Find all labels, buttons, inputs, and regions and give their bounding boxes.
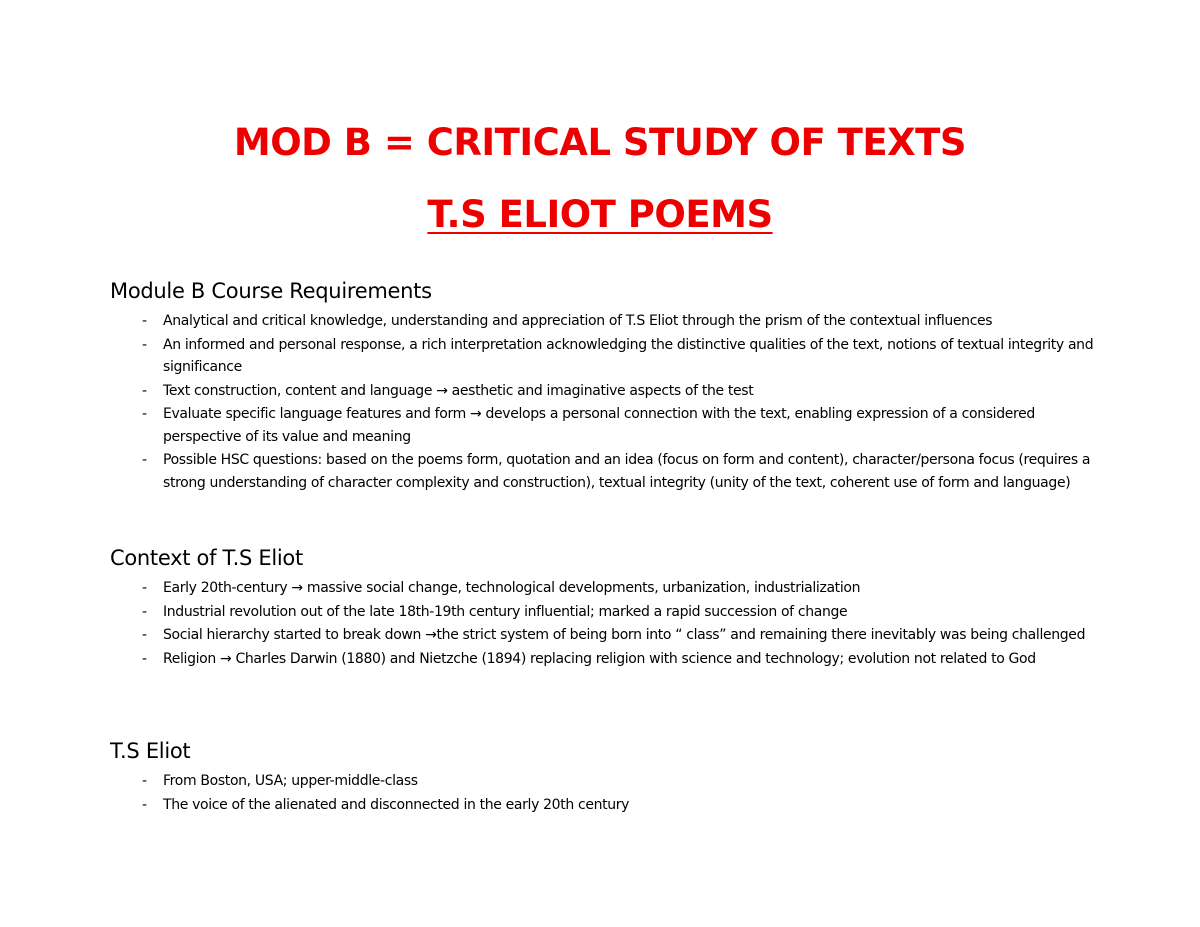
document-title: MOD B = CRITICAL STUDY OF TEXTS	[233, 121, 967, 164]
list-item: - Religion → Charles Darwin (1880) and Nietzche (1894) replacing religion with science and technology; evolution not related to God	[110, 648, 1110, 671]
heading-context: Context of T.S Eliot	[110, 546, 303, 570]
list-item: - Possible HSC questions: based on the poems form, quotation and an idea (focus on form and content), character/persona focus (requires a strong understanding of character complexity and construction), textual integrity (unity of the text, coherent use of form and language)	[110, 449, 1110, 494]
list-item: - Text construction, content and language → aesthetic and imaginative aspects of the test	[110, 380, 1110, 403]
bullet-dash: -	[142, 650, 147, 667]
list-item: - Industrial revolution out of the late 18th-19th century influential; marked a rapid succession of change	[110, 601, 1110, 624]
bullet-dash: -	[142, 382, 147, 399]
bullet-dash: -	[142, 603, 147, 620]
bullet-dash: -	[142, 773, 147, 789]
list-item: - From Boston, USA; upper-middle-class	[110, 770, 1110, 793]
context-list	[110, 577, 1110, 671]
heading-ts-eliot: T.S Eliot	[110, 739, 191, 763]
list-item: - The voice of the alienated and disconnected in the early 20th century	[110, 794, 1110, 817]
bullet-dash: -	[142, 796, 147, 813]
bullet-dash: -	[142, 452, 147, 468]
bullet-dash: -	[142, 627, 147, 643]
requirements-list	[110, 310, 1110, 495]
list-item: - Early 20th-century → massive social change, technological developments, urbanization, industrialization	[110, 577, 1110, 600]
eliot-list	[110, 770, 1110, 817]
bullet-dash: -	[142, 580, 147, 596]
bullet-dash: -	[142, 406, 147, 422]
list-item: - Social hierarchy started to break down →the strict system of being born into “ class” and remaining there inevitably was being challenged	[110, 624, 1110, 647]
bullet-dash: -	[142, 313, 147, 329]
heading-course-requirements: Module B Course Requirements	[110, 279, 432, 303]
list-item: - Analytical and critical knowledge, understanding and appreciation of T.S Eliot through the prism of the contextual influences	[110, 310, 1110, 333]
list-item: - An informed and personal response, a rich interpretation acknowledging the distinctive qualities of the text, notions of textual integrity and significance	[110, 334, 1110, 379]
list-item: - Evaluate specific language features and form → develops a personal connection with the text, enabling expression of a considered perspective of its value and meaning	[110, 403, 1110, 448]
bullet-dash: -	[142, 336, 147, 353]
document-subtitle: T.S ELIOT POEMS	[427, 193, 773, 236]
